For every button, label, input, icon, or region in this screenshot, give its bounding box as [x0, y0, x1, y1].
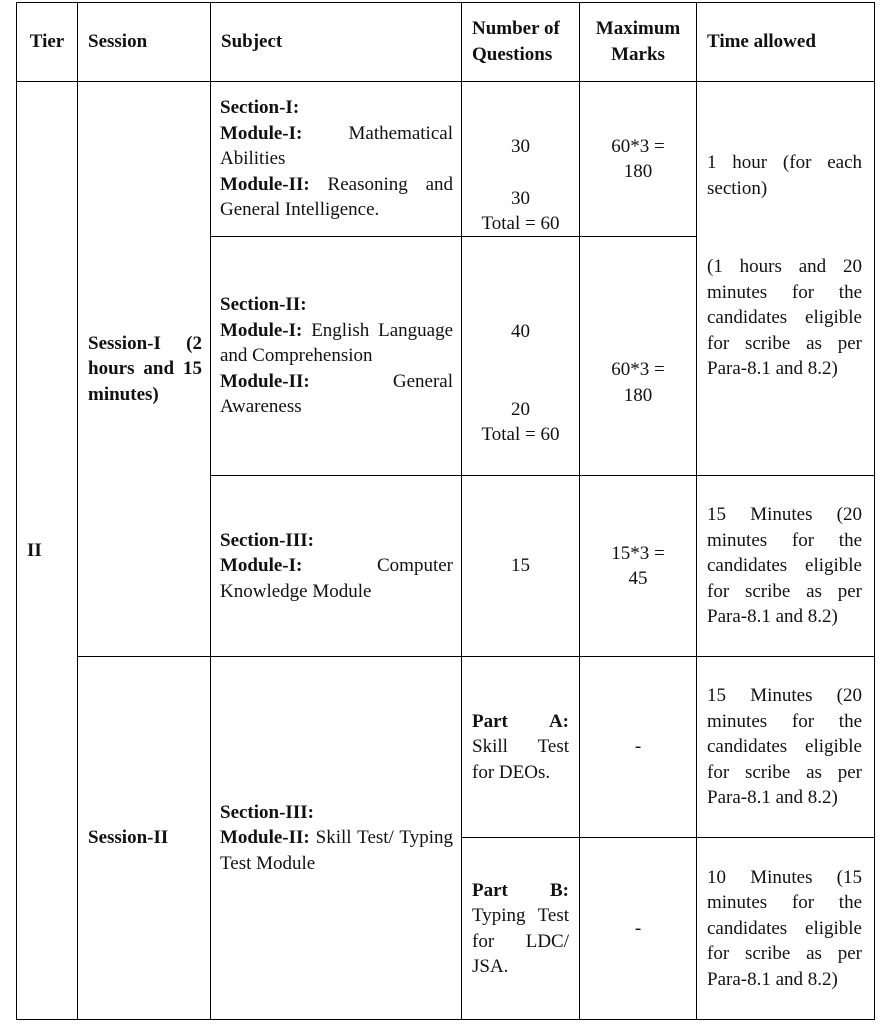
questions-section-1	[461, 81, 580, 237]
section-1-q1: 30	[511, 136, 530, 157]
section-2-title: Section-II:	[220, 294, 307, 316]
part-b-text: Typing Test for LDC/ JSA.	[472, 905, 569, 977]
section-2-q2: 20	[511, 399, 530, 420]
section-3b-title: Section-III:	[220, 801, 314, 823]
section-1-module-1-label: Module-I:	[220, 122, 303, 144]
section-3-time: 15 Minutes (20 minutes for the candidates eligible for scribe as per Para-8.1 and 8.2)	[707, 504, 862, 628]
session-2-cell	[77, 656, 211, 1020]
subject-section-3-module-2	[210, 656, 462, 1020]
subject-section-1	[210, 81, 462, 237]
subject-section-3	[210, 475, 462, 657]
section-3-module-1-text: Computer Knowledge Module	[220, 555, 453, 602]
section-2-module-2-label: Module-II:	[220, 370, 310, 392]
section-3-marks: 15*3 = 45	[611, 542, 665, 589]
questions-section-2	[461, 236, 580, 476]
marks-section-2	[579, 236, 697, 476]
section-1-title: Section-I:	[220, 97, 300, 119]
section-3b-module-2-text: Skill Test/ Typing Test Module	[220, 827, 453, 874]
part-b-label: Part B:	[472, 879, 569, 901]
header-subject-label: Subject	[221, 31, 283, 53]
section-3-module-1-label: Module-I:	[220, 555, 303, 577]
session-1-cell	[77, 81, 211, 657]
header-tier-label: Tier	[29, 31, 65, 53]
questions-section-3	[461, 475, 580, 657]
part-a-time: 15 Minutes (20 minutes for the candidates eligible for scribe as per Para-8.1 and 8.2)	[707, 685, 862, 809]
part-b-cell	[461, 837, 580, 1020]
part-a-marks-cell	[579, 656, 697, 838]
subject-section-2	[210, 236, 462, 476]
marks-section-3	[579, 475, 697, 657]
section-3-title: Section-III:	[220, 529, 314, 551]
header-time-label: Time allowed	[707, 31, 816, 53]
section-2-marks: 60*3 = 180	[611, 359, 665, 406]
section-2-q1: 40	[511, 321, 530, 342]
header-tier	[16, 2, 78, 82]
section-1-module-2-text: Reasoning and General Intelligence.	[220, 173, 453, 221]
part-a-label: Part A:	[472, 710, 569, 732]
section-1-module-2-label: Module-II:	[220, 173, 310, 195]
section-3b-module-2-label: Module-II:	[220, 827, 310, 849]
section-3-q: 15	[511, 555, 530, 577]
tier-value: II	[27, 539, 42, 561]
header-subject	[210, 2, 462, 82]
header-session	[77, 2, 211, 82]
section-2-module-2-text: General Awareness	[220, 370, 453, 418]
section-1-module-1-text: Mathematical Abilities	[220, 122, 453, 170]
header-time	[696, 2, 875, 82]
header-questions-label: Number of Questions	[472, 18, 560, 65]
time-section-3	[696, 475, 875, 657]
tier-cell	[16, 81, 78, 1020]
time-sections-1-2	[696, 81, 875, 476]
section-1-q2: 30	[511, 188, 530, 209]
part-a-marks: -	[634, 736, 642, 758]
part-b-time: 10 Minutes (15 minutes for the candidates eligible for scribe as per Para-8.1 and 8.2)	[707, 866, 862, 990]
section-1-total: Total = 60	[481, 213, 560, 234]
section-2-module-1-label: Module-I:	[220, 319, 303, 341]
header-marks-label: Maximum Marks	[595, 18, 681, 65]
header-marks	[579, 2, 697, 82]
section-2-module-1-text: English Language and Comprehension	[220, 319, 454, 367]
session-1-label: Session-I (2 hours and 15 minutes)	[88, 332, 202, 405]
section-1-marks: 60*3 = 180	[611, 135, 665, 182]
part-b-marks: -	[634, 917, 642, 939]
header-session-label: Session	[88, 31, 148, 53]
part-b-marks-cell	[579, 837, 697, 1020]
part-a-time-cell	[696, 656, 875, 838]
session-2-label: Session-II	[88, 827, 169, 849]
section-2-total: Total = 60	[481, 424, 560, 445]
part-b-time-cell	[696, 837, 875, 1020]
part-a-cell	[461, 656, 580, 838]
time-sections-1-2-scribe: (1 hours and 20 minutes for the candidates eligible for scribe as per Para-8.1 and 8.2)	[707, 256, 862, 379]
marks-section-1	[579, 81, 697, 237]
part-a-text: Skill Test for DEOs.	[472, 736, 569, 783]
time-sections-1-2-main: 1 hour (for each section)	[707, 152, 862, 199]
header-questions	[461, 2, 580, 82]
